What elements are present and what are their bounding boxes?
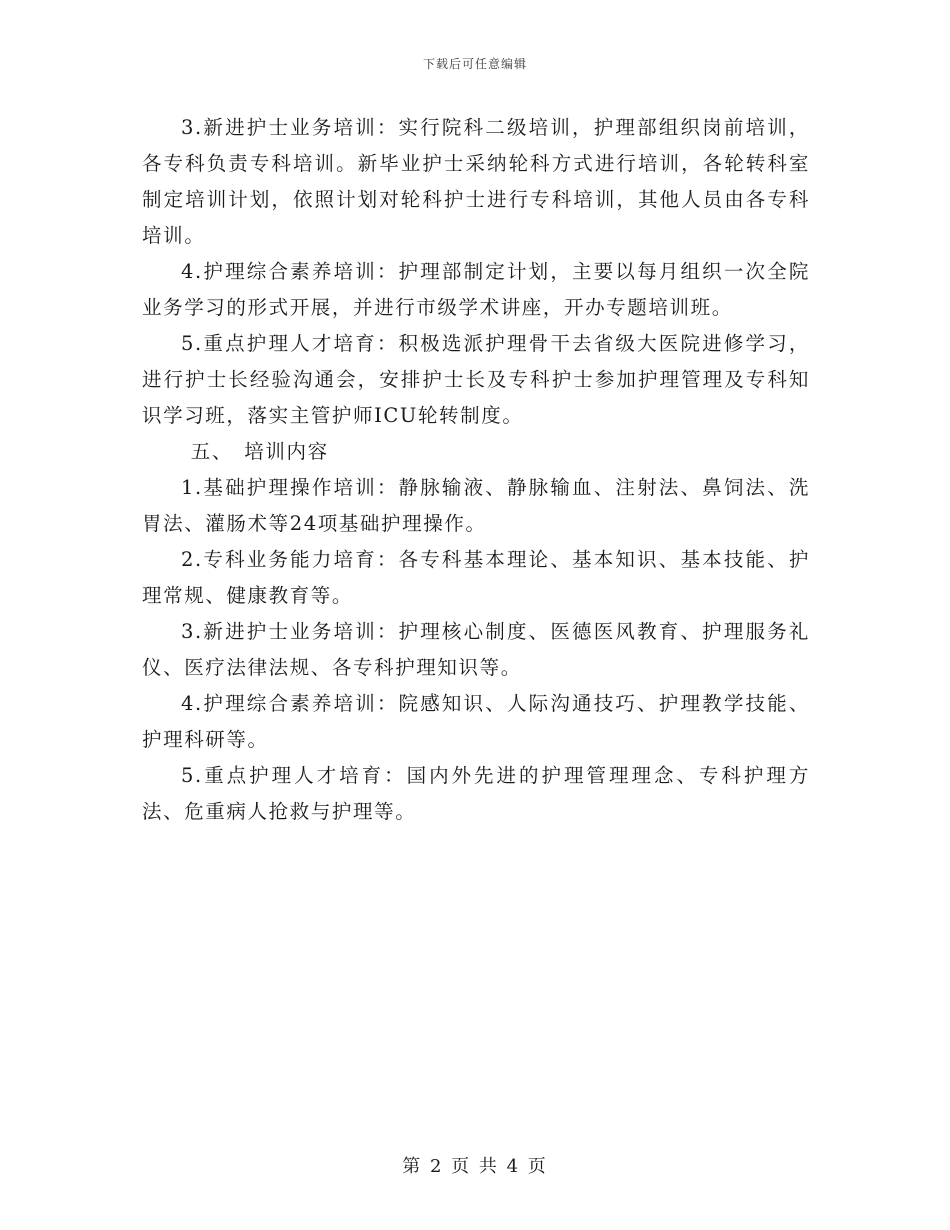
paragraph: 5.重点护理人才培育：积极选派护理骨干去省级大医院进修学习，进行护士长经验沟通会，安排护士长及专科护士参加护理管理及专科知识学习班，落实主管护师ICU轮转制度。 — [142, 332, 810, 427]
paragraph: 4.护理综合素养培训：院感知识、人际沟通技巧、护理教学技能、护理科研等。 — [142, 692, 810, 751]
section-heading: 五、 培训内容 — [190, 440, 329, 463]
paragraph: 5.重点护理人才培育：国内外先进的护理管理理念、专科护理方法、危重病人抢救与护理等。 — [142, 764, 810, 823]
page-header: 下载后可任意编辑 — [422, 57, 527, 71]
paragraph: 4.护理综合素养培训：护理部制定计划，主要以每月组织一次全院业务学习的形式开展，并进行市级学术讲座，开办专题培训班。 — [142, 260, 810, 319]
paragraph: 3.新进护士业务培训：护理核心制度、医德医风教育、护理服务礼仪、医疗法律法规、各专科护理知识等。 — [142, 620, 810, 679]
paragraph: 2.专科业务能力培育：各专科基本理论、基本知识、基本技能、护理常规、健康教育等。 — [142, 548, 810, 607]
page-number: 第 2 页 共 4 页 — [402, 1156, 548, 1177]
paragraph: 3.新进护士业务培训：实行院科二级培训，护理部组织岗前培训，各专科负责专科培训。新毕业护士采纳轮科方式进行培训，各轮转科室制定培训计划，依照计划对轮科护士进行专科培训，其他人员由各专科培训。 — [142, 116, 810, 247]
document-body — [142, 110, 810, 830]
paragraph: 1.基础护理操作培训：静脉输液、静脉输血、注射法、鼻饲法、洗胃法、灌肠术等24项基础护理操作。 — [142, 476, 810, 535]
